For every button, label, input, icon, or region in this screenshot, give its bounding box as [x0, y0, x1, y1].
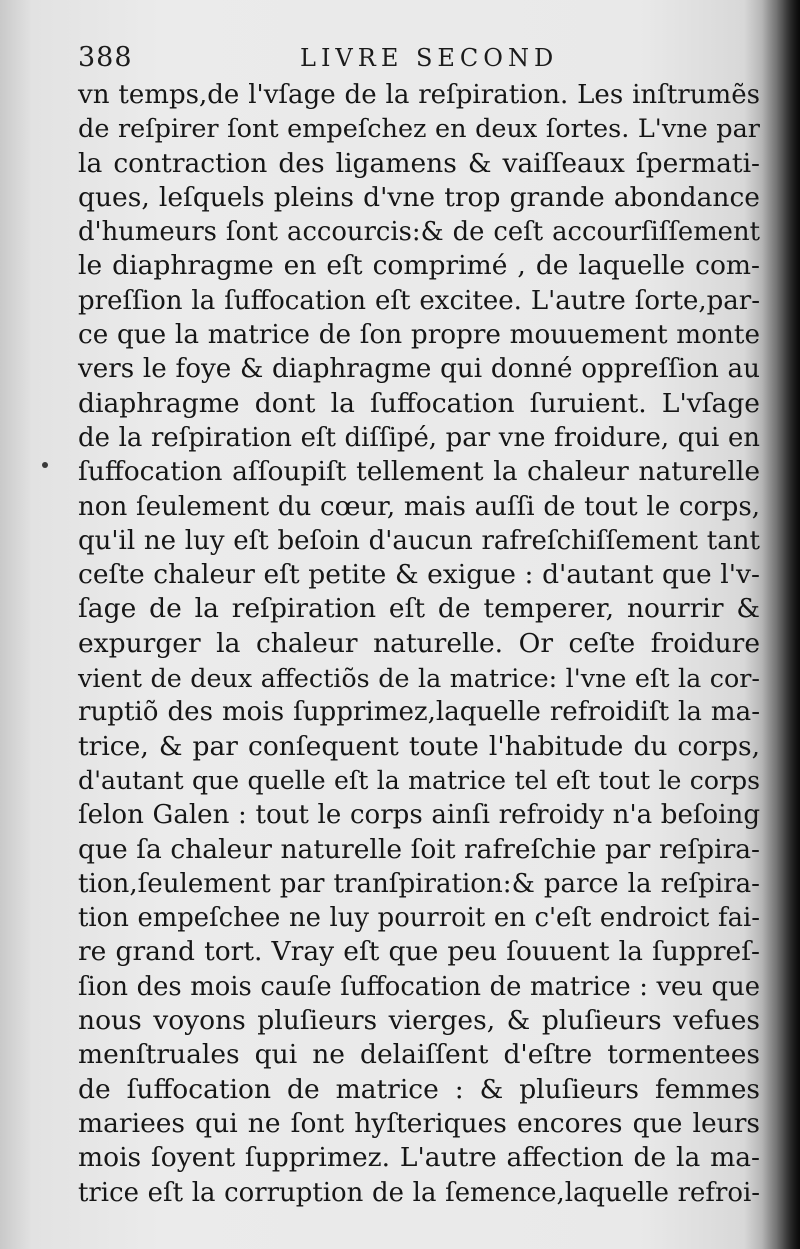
text-line: ſage de la reſpiration eſt de temperer, nourrir &: [78, 593, 760, 625]
text-line: diaphragme dont la ſuffocation ſuruient. L'vſage: [78, 387, 760, 419]
text-line: que ſa chaleur naturelle ſoit rafreſchie par reſpira-: [78, 833, 760, 865]
text-line: mariees qui ne ſont hyſteriques encores que leurs: [78, 1107, 760, 1139]
text-line: re grand tort. Vray eſt que peu ſouuent la ſuppreſ-: [78, 936, 760, 968]
text-line: ce que la matrice de ſon propre mouuement monte: [78, 320, 760, 351]
body-text: [78, 78, 760, 1210]
text-line: le diaphragme en eſt comprimé , de laquelle com-: [78, 250, 760, 282]
text-line: ſion des mois cauſe ſuffocation de matrice : veu que: [78, 971, 760, 1002]
text-line: vient de deux affectiõs de la matrice: l'vne eſt la cor-: [78, 663, 760, 694]
text-line: preſſion la ſuffocation eſt excitee. L'autre ſorte,par-: [78, 285, 760, 316]
text-line: de ſuffocation de matrice : & pluſieurs femmes: [78, 1073, 760, 1105]
text-line: trice, & par conſequent toute l'habitude du corps,: [78, 730, 760, 762]
text-line: qu'il ne luy eſt beſoin d'aucun rafreſchiſſement tant: [78, 525, 760, 556]
margin-mark: [42, 462, 48, 468]
text-line: d'humeurs ſont accourcis:& de ceſt accourſiſſement: [78, 217, 760, 248]
text-line: vers le foye & diaphragme qui donné oppreſſion au: [78, 354, 760, 385]
text-line: ruptiõ des mois ſupprimez,laquelle refroidiſt la ma-: [78, 697, 760, 728]
text-line: tion,ſeulement par tranſpiration:& parce la reſpira-: [78, 868, 760, 899]
text-line: non ſeulement du cœur, mais auſſi de tout le corps,: [78, 491, 760, 522]
text-line: de la reſpiration eſt diſſipé, par vne froidure, qui en: [78, 422, 760, 453]
text-line: ques, leſquels pleins d'vne trop grande abondance: [78, 181, 760, 213]
running-title: LIVRE SECOND: [300, 44, 559, 72]
text-line: expurger la chaleur naturelle. Or ceſte froidure: [78, 627, 760, 659]
gutter-shadow: [762, 0, 800, 1249]
text-line: de reſpirer ſont empeſchez en deux ſortes. L'vne par: [78, 114, 760, 145]
text-line: menſtruales qui ne delaiſſent d'eſtre tormentees: [78, 1039, 760, 1071]
text-line: nous voyons pluſieurs vierges, & pluſieurs vefues: [78, 1005, 760, 1037]
text-line: d'autant que quelle eſt la matrice tel eſt tout le corps: [78, 765, 760, 795]
page-number: 388: [78, 42, 133, 73]
text-line: tion empeſchee ne luy pourroit en c'eſt endroict fai-: [78, 903, 760, 934]
text-line: la contraction des ligamens & vaiſſeaux ſpermati-: [78, 147, 760, 179]
text-line: vn temps,de l'vſage de la reſpiration. Les inſtrumẽs: [78, 80, 760, 110]
text-line: ceſte chaleur eſt petite & exigue : d'autant que l'v-: [78, 559, 760, 591]
text-line: mois ſoyent ſupprimez. L'autre affection de la ma-: [78, 1142, 760, 1174]
text-line: trice eſt la corruption de la ſemence,laquelle refroi-: [78, 1177, 760, 1208]
text-line: ſelon Galen : tout le corps ainſi refroidy n'a beſoing: [78, 800, 760, 831]
text-line: ſuffocation aſſoupiſt tellement la chaleur naturelle: [78, 456, 760, 488]
